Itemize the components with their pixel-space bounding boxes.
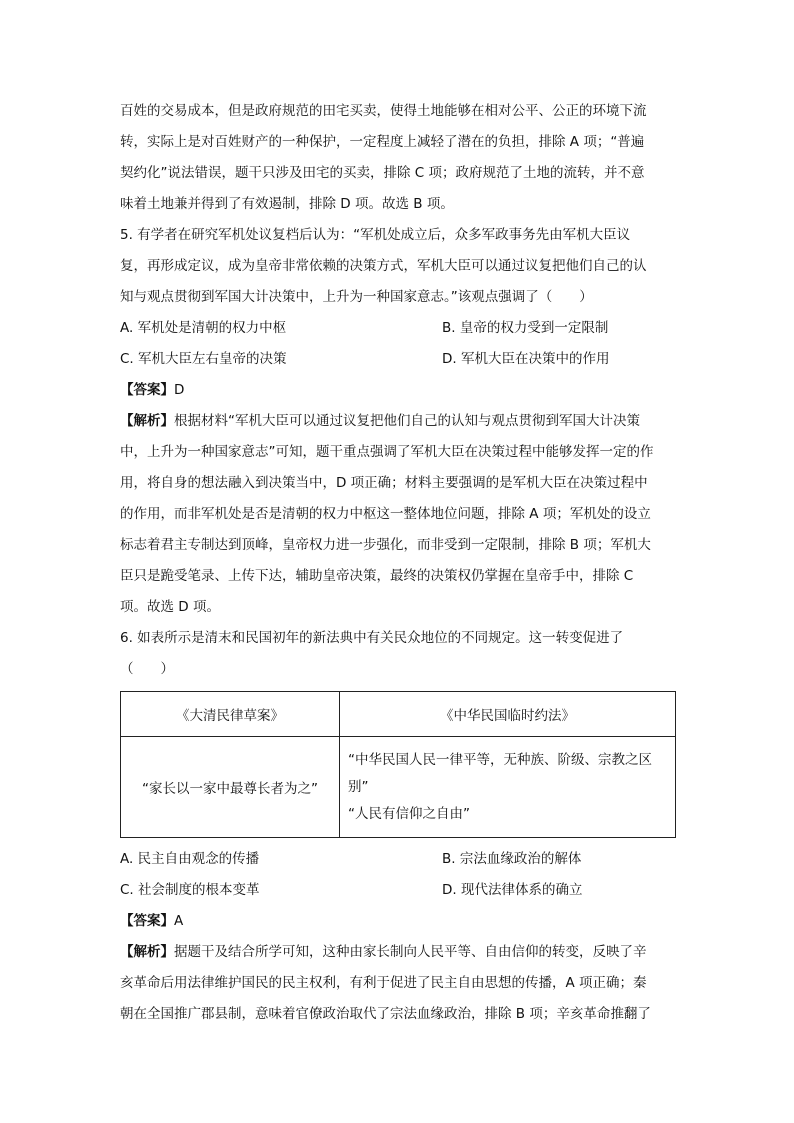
analysis-line: 臣只是跪受笔录、上传下达，辅助皇帝决策，最终的决策权仍掌握在皇帝手中，排除 C [120,568,634,584]
analysis-label: 【解析】 [120,944,174,960]
option-d: D. 现代法律体系的确立 [442,882,583,898]
table-cell: “家长以一家中最尊长者为之” [121,737,340,838]
question-stem-line: （ ） [120,661,174,677]
options-row [120,344,676,375]
question-stem-line: 知与观点贯彻到军国大计决策中，上升为一种国家意志。”该观点强调了（ ） [120,289,593,305]
table-cell-line: “人民有信仰之自由” [348,805,470,822]
analysis-line: 项。故选 D 项。 [120,599,220,615]
analysis-line: 亥革命后用法律维护国民的民主权利，有利于促进了民主自由思想的传播，A 项正确；秦 [120,975,647,991]
analysis-line: 中，上升为一种国家意志”可知，题干重点强调了军机大臣在决策过程中能够发挥一定的作 [120,444,654,460]
text-line: 契约化”说法错误，题干只涉及田宅的买卖，排除 C 项；政府规范了土地的流转，并不意 [120,165,645,181]
option-b: B. 宗法血缘政治的解体 [442,851,582,867]
table-header-cell: 《中华民国临时约法》 [340,692,676,737]
question-stem-line: 6. 如表所示是清末和民国初年的新法典中有关民众地位的不同规定。这一转变促进了 [120,630,624,646]
question-6 [120,623,676,1030]
table-row [121,737,676,838]
analysis-line [120,937,676,968]
analysis-line: 用，将自身的想法融入到决策当中，D 项正确；材料主要强调的是军机大臣在决策过程中 [120,475,648,491]
option-a: A. 军机处是清朝的权力中枢 [120,320,287,336]
document-page [120,96,676,1030]
analysis-line [120,406,676,437]
analysis-line: 标志着君主专制达到顶峰，皇帝权力进一步强化，而非受到一定限制，排除 B 项；军机大 [120,537,651,553]
table-cell [340,737,676,838]
options-row [120,844,676,875]
question-stem-line: 复，再形成定议，成为皇帝非常依赖的决策方式，军机大臣可以通过议复把他们自己的认 [120,258,647,274]
analysis-line: 的作用，而非军机处是否是清朝的权力中枢这一整体地位问题，排除 A 项；军机处的设立 [120,506,651,522]
table-cell-line: “中华民国人民一律平等，无种族、阶级、宗教之区 [348,751,652,768]
option-c: C. 社会制度的根本变革 [120,882,260,898]
option-a: A. 民主自由观念的传播 [120,851,260,867]
option-c: C. 军机大臣左右皇帝的决策 [120,351,287,367]
previous-analysis-continuation [120,96,676,220]
answer-line [120,906,676,937]
text-line: 转，实际上是对百姓财产的一种保护，一定程度上减轻了潜在的负担，排除 A 项；“普遍 [120,134,645,150]
options-row [120,875,676,906]
analysis-text: 据题干及结合所学可知，这种由家长制向人民平等、自由信仰的转变，反映了辛 [174,944,647,960]
law-comparison-table [120,691,676,838]
answer-line [120,375,676,406]
answer-value: A [174,913,184,929]
table-header-cell: 《大清民律草案》 [121,692,340,737]
question-stem-line: 5. 有学者在研究军机处议复档后认为：“军机处成立后，众多军政事务先由军机大臣议 [120,227,631,243]
analysis-line: 朝在全国推广郡县制，意味着官僚政治取代了宗法血缘政治，排除 B 项；辛亥革命推翻了 [120,1006,651,1022]
analysis-label: 【解析】 [120,413,174,429]
text-line: 百姓的交易成本，但是政府规范的田宅买卖，使得土地能够在相对公平、公正的环境下流 [120,103,647,119]
question-5 [120,220,676,623]
options-row [120,313,676,344]
answer-label: 【答案】 [120,382,174,398]
text-line: 味着土地兼并得到了有效遏制，排除 D 项。故选 B 项。 [120,196,454,212]
answer-value: D [174,382,185,398]
option-b: B. 皇帝的权力受到一定限制 [442,320,609,336]
table-cell-line: 别” [348,778,369,795]
answer-label: 【答案】 [120,913,174,929]
analysis-text: 根据材料“军机大臣可以通过议复把他们自己的认知与观点贯彻到军国大计决策 [174,413,640,429]
option-d: D. 军机大臣在决策中的作用 [442,351,610,367]
table-header-row [121,692,676,737]
